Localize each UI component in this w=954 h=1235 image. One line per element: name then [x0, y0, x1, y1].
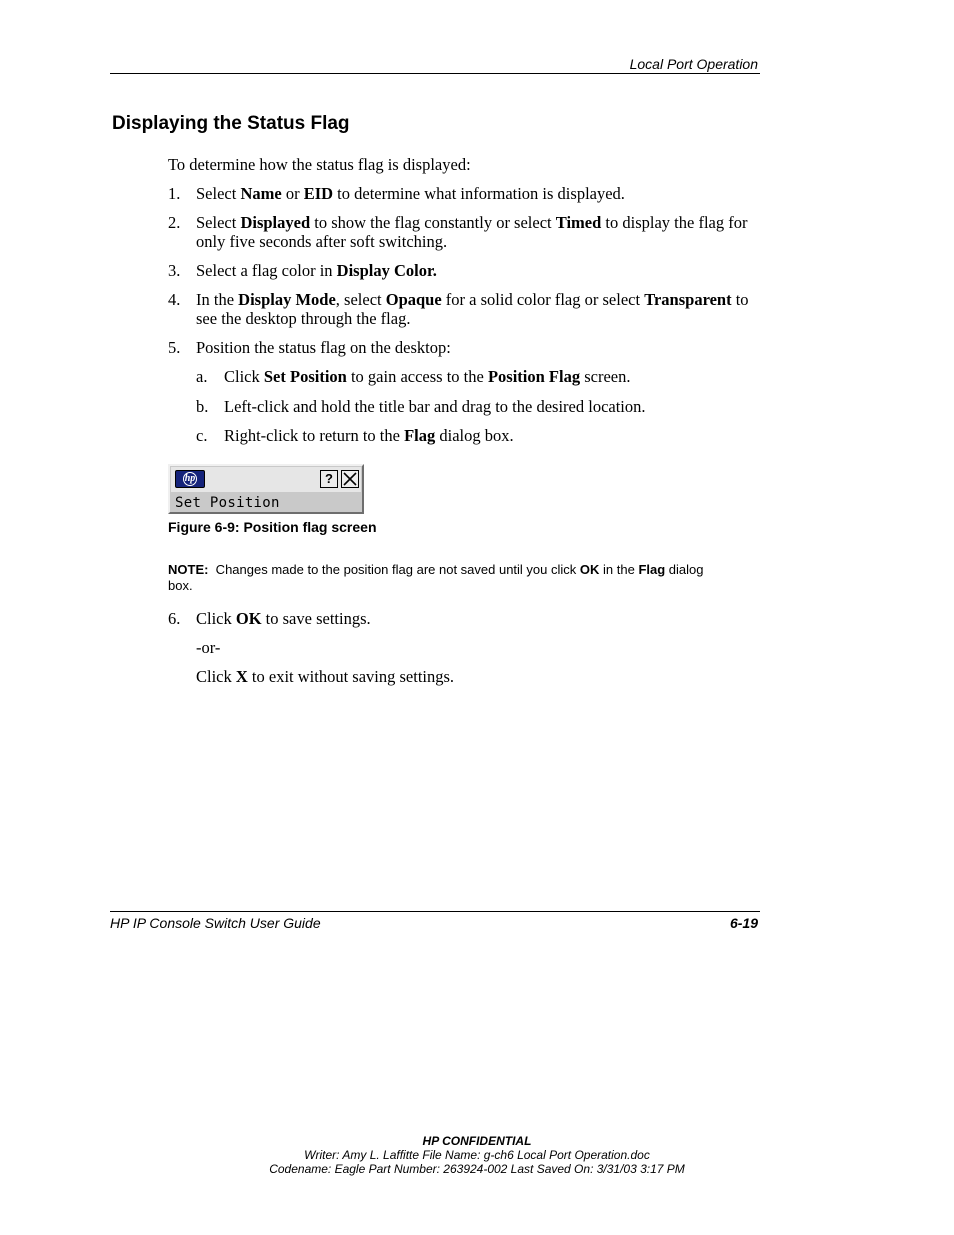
step-text: Click OK to save settings. [196, 609, 371, 628]
substep-text: Left-click and hold the title bar and drag to the desired location. [224, 397, 646, 416]
set-position-label: Set Position [175, 495, 280, 511]
step-text: Select Displayed to show the flag constantly or select Timed to display the flag for only five seconds after soft switching. [196, 213, 748, 251]
page-number: 6-19 [729, 915, 758, 931]
step-number: 2. [168, 213, 181, 232]
footer-rule [110, 911, 760, 912]
title-bar[interactable] [171, 467, 361, 492]
substep-letter: a. [196, 367, 208, 386]
section-title: Displaying the Status Flag [112, 113, 350, 134]
substep-letter: b. [196, 397, 209, 416]
substep-text: Right-click to return to the Flag dialog box. [224, 426, 514, 445]
footer-guide-title: HP IP Console Switch User Guide [110, 915, 321, 931]
figure-caption: Figure 6-9: Position flag screen [168, 519, 377, 535]
step-number: 6. [168, 609, 181, 628]
step-number: 3. [168, 261, 181, 280]
close-icon [342, 471, 358, 487]
step-text: Select Name or EID to determine what information is displayed. [196, 184, 625, 203]
substep-letter: c. [196, 426, 208, 445]
step-6-alternative: Click X to exit without saving settings. [196, 667, 455, 686]
substep-text: Click Set Position to gain access to the Position Flag screen. [224, 367, 631, 386]
position-flag-window[interactable] [168, 464, 364, 514]
close-button[interactable] [341, 470, 359, 488]
hp-logo-icon: hp [175, 470, 205, 488]
note-label: NOTE: [168, 562, 209, 577]
running-header: Local Port Operation [629, 56, 758, 72]
intro-text: To determine how the status flag is displayed: [168, 155, 471, 174]
note: NOTE: Changes made to the position flag are not saved until you click OK in the Flag dialog box. [168, 562, 704, 593]
writer-file-info: Writer: Amy L. Laffitte File Name: g-ch6 Local Port Operation.doc [304, 1148, 650, 1162]
step-number: 1. [168, 184, 181, 203]
confidential-label: HP CONFIDENTIAL [422, 1134, 532, 1148]
help-button[interactable]: ? [320, 470, 338, 488]
or-separator: -or- [196, 638, 221, 657]
header-rule [110, 73, 760, 74]
step-number: 4. [168, 290, 181, 309]
step-text: In the Display Mode, select Opaque for a solid color flag or select Transparent to see the desktop through the flag. [196, 290, 749, 328]
step-number: 5. [168, 338, 181, 357]
step-text: Select a flag color in Display Color. [196, 261, 437, 280]
codename-info: Codename: Eagle Part Number: 263924-002 Last Saved On: 3/31/03 3:17 PM [269, 1162, 685, 1176]
step-text: Position the status flag on the desktop: [196, 338, 451, 357]
